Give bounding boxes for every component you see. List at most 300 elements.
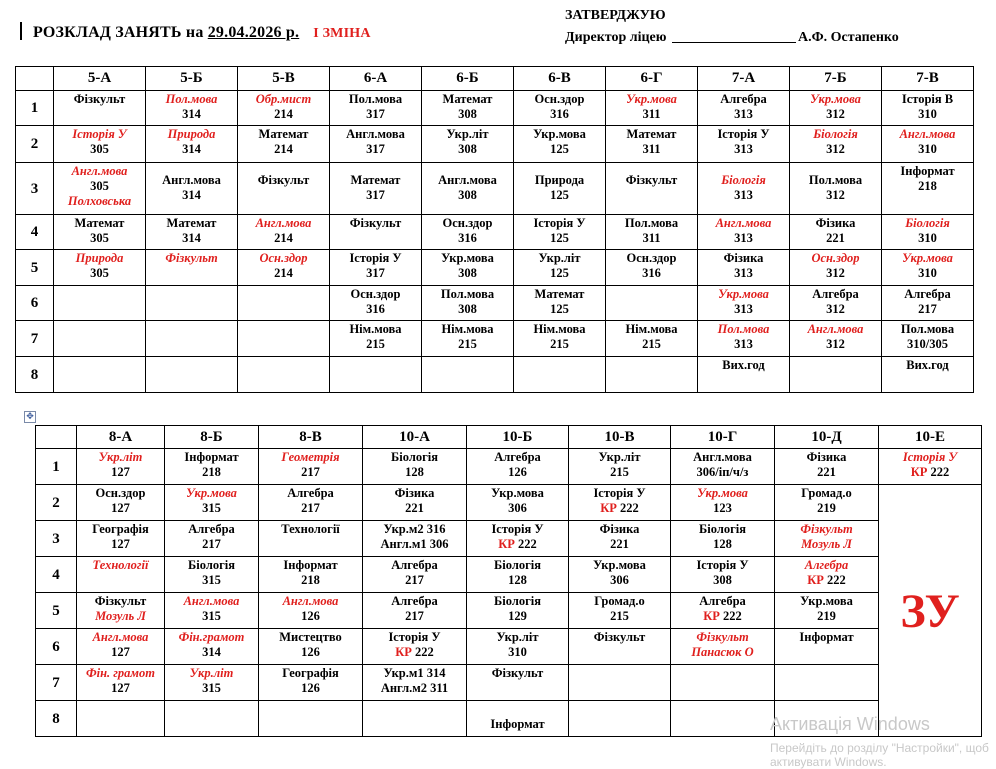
subject-name: Біологія [188, 558, 235, 572]
subject-name: Англ.мова [715, 216, 772, 230]
room-value: 308 [458, 142, 477, 156]
subject-name: Фін. грамот [86, 666, 155, 680]
room-number [699, 302, 788, 317]
room-value: 128 [713, 537, 732, 551]
subject-name: Алгебра [391, 594, 438, 608]
lesson-cell [606, 126, 698, 163]
room-number [607, 337, 696, 352]
room-value: 312 [826, 266, 845, 280]
subject-name: Фізкульт [593, 630, 646, 644]
lesson-cell [363, 521, 467, 557]
room-value: 222 [415, 645, 434, 659]
room-value: 305 [90, 266, 109, 280]
room-value: 311 [642, 231, 661, 245]
subject-name: Англ.мова [693, 450, 752, 464]
room-number [260, 681, 361, 696]
room-number [672, 573, 773, 588]
room-number [515, 142, 604, 157]
room-value: 215 [366, 337, 385, 351]
room-value: 312 [826, 337, 845, 351]
lesson-cell [882, 321, 974, 357]
room-number [515, 302, 604, 317]
lesson-cell [467, 449, 569, 485]
room-number [776, 573, 877, 588]
lesson-row [36, 521, 982, 557]
subject-name: Природа [75, 251, 124, 265]
room-number [166, 465, 257, 480]
room-number [468, 645, 567, 660]
room-number [607, 142, 696, 157]
subject-name: Осн.здор [350, 287, 401, 301]
schedule-date: 29.04.2026 р. [207, 24, 300, 41]
lesson-cell [54, 321, 146, 357]
room-number [570, 573, 669, 588]
lesson-cell [422, 286, 514, 321]
subject-name: Фізика [394, 486, 435, 500]
room-number [699, 231, 788, 246]
title-text: РОЗКЛАД ЗАНЯТЬ на [33, 24, 208, 41]
room-value: 312 [826, 302, 845, 316]
room-value: 221 [405, 501, 424, 515]
room-value: 306 [508, 501, 527, 515]
kr-mark: КР [807, 573, 824, 587]
subject-name: Біологія [391, 450, 438, 464]
room-number [791, 107, 880, 122]
subject-name: Укр.м1 314 [383, 666, 446, 680]
lesson-cell [606, 91, 698, 126]
subject-name: Укр.літ [189, 666, 234, 680]
subject-name: Алгебра [188, 522, 235, 536]
subject-name: Біологія [494, 594, 541, 608]
lesson-detail: Мозуль Л [95, 609, 146, 623]
room-number [776, 609, 877, 624]
room-value: 306/іп/ч/з [696, 465, 749, 479]
subject-name: Англ.мова [183, 594, 240, 608]
subject-name: Історія У [902, 450, 958, 464]
subject-name: Алгебра [812, 287, 859, 301]
subject-name: Інформат [900, 164, 955, 178]
subject-name: Історія У [717, 127, 770, 141]
lesson-cell [238, 357, 330, 393]
lesson-cell [698, 91, 790, 126]
room-value: 127 [111, 645, 130, 659]
subject-name: Біологія [494, 558, 541, 572]
lesson-cell [238, 250, 330, 286]
lesson-cell [330, 286, 422, 321]
subject-name: Фізкульт [165, 251, 218, 265]
lesson-detail: 317 [366, 188, 385, 202]
room-value: 217 [301, 501, 320, 515]
room-value: 123 [713, 501, 732, 515]
room-number [699, 107, 788, 122]
subject-name: Пол.мова [717, 322, 770, 336]
lesson-cell [54, 250, 146, 286]
room-number [515, 231, 604, 246]
lesson-cell [606, 286, 698, 321]
lesson-cell [146, 321, 238, 357]
lesson-detail: Полховська [67, 194, 132, 208]
lesson-cell [422, 126, 514, 163]
signature-underline [672, 42, 796, 43]
lesson-cell [569, 485, 671, 521]
lesson-cell [165, 629, 259, 665]
room-number [776, 465, 877, 480]
lesson-cell [698, 126, 790, 163]
subject-name: Фізика [806, 450, 847, 464]
lesson-cell [606, 357, 698, 393]
room-number [423, 231, 512, 246]
lesson-cell [775, 629, 879, 665]
lesson-cell [882, 286, 974, 321]
subject-name: Осн.здор [95, 486, 146, 500]
lesson-cell [77, 449, 165, 485]
subject-name: Укр.літ [496, 630, 539, 644]
lesson-cell [569, 701, 671, 737]
room-value: 315 [202, 501, 221, 515]
class-header: 10-Б [467, 426, 569, 449]
room-value: 317 [366, 142, 385, 156]
room-value: 125 [550, 142, 569, 156]
lesson-cell [790, 163, 882, 215]
subject-name: Англ.мова [71, 164, 128, 178]
subject-name: Англ.мова [807, 322, 864, 336]
lesson-cell [882, 163, 974, 215]
subject-name: Пол.мова [165, 92, 218, 106]
lesson-cell [671, 665, 775, 701]
room-number [331, 266, 420, 281]
lesson-cell [422, 357, 514, 393]
room-value: 316 [550, 107, 569, 121]
lesson-cell [77, 701, 165, 737]
subject-name: Громад.о [801, 486, 852, 500]
subject-name: Англ.мова [92, 630, 149, 644]
subject-name: Англ.мова [346, 127, 405, 141]
lesson-cell [671, 449, 775, 485]
room-number [883, 337, 972, 352]
lesson-cell [54, 286, 146, 321]
lesson-cell [146, 91, 238, 126]
room-value: 126 [508, 465, 527, 479]
lesson-cell [238, 126, 330, 163]
subject-name: Укр.мова [810, 92, 861, 106]
lesson-cell [238, 91, 330, 126]
lesson-number: 8 [16, 357, 54, 393]
subject-name: Осн.здор [534, 92, 585, 106]
room-value: 126 [301, 681, 320, 695]
lesson-detail: 312 [826, 188, 845, 202]
lesson-row [16, 286, 974, 321]
lesson-cell [77, 629, 165, 665]
room-value: 310 [918, 231, 937, 245]
room-value: 217 [918, 302, 937, 316]
lesson-row [36, 593, 982, 629]
lesson-cell [238, 163, 330, 215]
room-number [166, 681, 257, 696]
room-number [883, 107, 972, 122]
room-number [364, 573, 465, 588]
class-header: 5-А [54, 67, 146, 91]
lesson-cell [514, 91, 606, 126]
lesson-cell [330, 91, 422, 126]
lesson-number: 6 [16, 286, 54, 321]
room-number [791, 142, 880, 157]
room-value: 127 [111, 681, 130, 695]
lesson-detail: Англ.м1 306 [380, 537, 449, 551]
subject-name: Англ.мова [438, 173, 497, 187]
room-number [147, 142, 236, 157]
room-value: 219 [817, 501, 836, 515]
room-value: 308 [458, 302, 477, 316]
lesson-cell [77, 593, 165, 629]
subject-name [468, 702, 567, 717]
lesson-detail: 313 [734, 188, 753, 202]
subject-name: Математ [626, 127, 677, 141]
lesson-cell [514, 215, 606, 250]
room-number [672, 609, 773, 624]
lesson-cell [363, 557, 467, 593]
room-number [147, 107, 236, 122]
lesson-cell [330, 250, 422, 286]
lesson-cell [569, 593, 671, 629]
lesson-cell [146, 250, 238, 286]
room-value: 305 [90, 142, 109, 156]
subject-name: Природа [534, 173, 585, 187]
room-value: 214 [274, 231, 293, 245]
lesson-cell [330, 126, 422, 163]
room-value: 312 [826, 142, 845, 156]
subject-name: Фізкульт [257, 173, 310, 187]
lesson-cell [775, 593, 879, 629]
table-move-handle-icon[interactable]: ✥ [24, 411, 36, 423]
lesson-detail: 305 [90, 179, 109, 193]
lesson-cell [790, 215, 882, 250]
subject-name: Укр.мова [593, 558, 646, 572]
class-header-row [16, 67, 974, 91]
room-number [423, 142, 512, 157]
subject-name: Осн.здор [626, 251, 677, 265]
room-value: 215 [550, 337, 569, 351]
subject-name: Осн.здор [811, 251, 860, 265]
room-value: 125 [550, 266, 569, 280]
room-number [239, 266, 328, 281]
lesson-cell [514, 286, 606, 321]
subject-name: Англ.мова [282, 594, 339, 608]
room-number [166, 537, 257, 552]
corner-cell [16, 67, 54, 91]
room-value: 310 [918, 107, 937, 121]
subject-name: Укр.мова [491, 486, 544, 500]
lesson-cell [54, 126, 146, 163]
lesson-cell [790, 286, 882, 321]
room-number [699, 266, 788, 281]
subject-name: Нім.мова [625, 322, 678, 336]
lesson-cell [775, 557, 879, 593]
lesson-cell [569, 449, 671, 485]
lesson-number: 4 [36, 557, 77, 593]
lesson-detail: 125 [550, 188, 569, 202]
lesson-cell [671, 701, 775, 737]
room-number [570, 537, 669, 552]
room-value: 313 [734, 337, 753, 351]
room-value: 315 [202, 573, 221, 587]
lesson-cell [775, 449, 879, 485]
subject-name: Алгебра [720, 92, 767, 106]
lesson-cell [882, 126, 974, 163]
class-header: 7-А [698, 67, 790, 91]
subject-name: Історія У [388, 630, 441, 644]
room-value: 314 [182, 142, 201, 156]
subject-name: Фізика [815, 216, 856, 230]
class-header-row [36, 426, 982, 449]
subject-name: Англ.мова [162, 173, 221, 187]
lesson-cell [77, 665, 165, 701]
lesson-cell [363, 593, 467, 629]
room-value: 308 [713, 573, 732, 587]
subject-name: Укр.мова [718, 287, 769, 301]
lesson-cell [882, 215, 974, 250]
subject-name: Технології [92, 558, 149, 572]
lesson-cell [606, 321, 698, 357]
director-name: А.Ф. Остапенко [797, 30, 899, 45]
subject-name: Історія У [533, 216, 586, 230]
room-number [515, 266, 604, 281]
room-value: 127 [111, 501, 130, 515]
room-value: 214 [274, 266, 293, 280]
lesson-cell [54, 163, 146, 215]
lesson-cell [146, 357, 238, 393]
subject-name: Алгебра [804, 558, 849, 572]
room-number [423, 266, 512, 281]
room-value: 129 [508, 609, 527, 623]
schedule-table-grades-8-10 [35, 425, 982, 737]
room-value: 221 [826, 231, 845, 245]
room-number [55, 266, 144, 281]
room-value: 214 [274, 142, 293, 156]
lesson-cell [698, 163, 790, 215]
subject-name: Історія У [491, 522, 544, 536]
lesson-cell [514, 126, 606, 163]
lesson-cell [330, 357, 422, 393]
lesson-cell [363, 665, 467, 701]
subject-name: Фізкульт [73, 92, 126, 106]
windows-activation-watermark [770, 714, 989, 769]
class-header: 10-В [569, 426, 671, 449]
class-header: 8-Б [165, 426, 259, 449]
room-number [570, 465, 669, 480]
room-value: 306 [610, 573, 629, 587]
room-number [607, 107, 696, 122]
room-value: 305 [90, 231, 109, 245]
room-number [78, 465, 163, 480]
lesson-number: 2 [16, 126, 54, 163]
room-value: 221 [817, 465, 836, 479]
subject-name: Укр.мова [800, 594, 853, 608]
room-number [880, 465, 980, 480]
subject-name: Укр.літ [446, 127, 489, 141]
lesson-number: 8 [36, 701, 77, 737]
class-header: 6-А [330, 67, 422, 91]
room-value: 311 [642, 142, 661, 156]
lesson-detail: 218 [918, 179, 937, 193]
subject-name: Укр.мова [902, 251, 953, 265]
watermark-line2: Перейдіть до розділу "Настройки", щоб [770, 741, 989, 755]
room-number [791, 337, 880, 352]
subject-name: Нім.мова [349, 322, 402, 336]
lesson-cell [698, 250, 790, 286]
schedule-table-grades-5-7 [15, 66, 974, 393]
room-number [883, 302, 972, 317]
lesson-cell [259, 629, 363, 665]
room-value: 221 [610, 537, 629, 551]
lesson-cell [698, 321, 790, 357]
subject-name: Математ [534, 287, 585, 301]
subject-name: Вих.год [722, 358, 765, 372]
room-number [239, 231, 328, 246]
room-value: 313 [734, 266, 753, 280]
lesson-cell [146, 126, 238, 163]
room-number [776, 501, 877, 516]
lesson-cell [882, 250, 974, 286]
room-number [260, 609, 361, 624]
lesson-cell [775, 665, 879, 701]
room-value: 311 [642, 107, 661, 121]
room-number [607, 231, 696, 246]
subject-name: Пол.мова [348, 92, 403, 106]
lesson-cell [330, 321, 422, 357]
subject-name: Алгебра [287, 486, 334, 500]
room-value: 316 [642, 266, 661, 280]
subject-name: Інформат [184, 450, 239, 464]
room-value: 126 [301, 645, 320, 659]
subject-name: Укр.мова [626, 92, 677, 106]
watermark-title: Активація Windows [770, 714, 930, 734]
room-number [570, 501, 669, 516]
lesson-cell [569, 629, 671, 665]
lesson-cell [165, 701, 259, 737]
lesson-row [36, 449, 982, 485]
lesson-cell [569, 521, 671, 557]
room-value: 313 [734, 107, 753, 121]
room-value: 214 [274, 107, 293, 121]
room-number [166, 501, 257, 516]
subject-name: Фізика [723, 251, 764, 265]
subject-name: Англ.мова [255, 216, 312, 230]
room-number [515, 337, 604, 352]
subject-name: Історія У [593, 486, 646, 500]
lesson-detail: Англ.м2 311 [380, 681, 449, 695]
lesson-cell [165, 665, 259, 701]
room-value: 313 [734, 302, 753, 316]
room-number [364, 645, 465, 660]
subject-name: Природа [167, 127, 216, 141]
subject-name: Фін.грамот [178, 630, 245, 644]
subject-name: Укр.мова [533, 127, 586, 141]
room-value: 217 [405, 573, 424, 587]
room-number [364, 501, 465, 516]
room-number [331, 142, 420, 157]
room-number [699, 337, 788, 352]
lesson-row [16, 215, 974, 250]
lesson-cell [422, 215, 514, 250]
lesson-cell [165, 485, 259, 521]
class-header: 8-А [77, 426, 165, 449]
subject-name: Фізкульт [625, 173, 678, 187]
lesson-cell [606, 215, 698, 250]
lesson-cell [467, 593, 569, 629]
lesson-cell [259, 485, 363, 521]
lesson-cell [467, 665, 569, 701]
room-number [468, 573, 567, 588]
